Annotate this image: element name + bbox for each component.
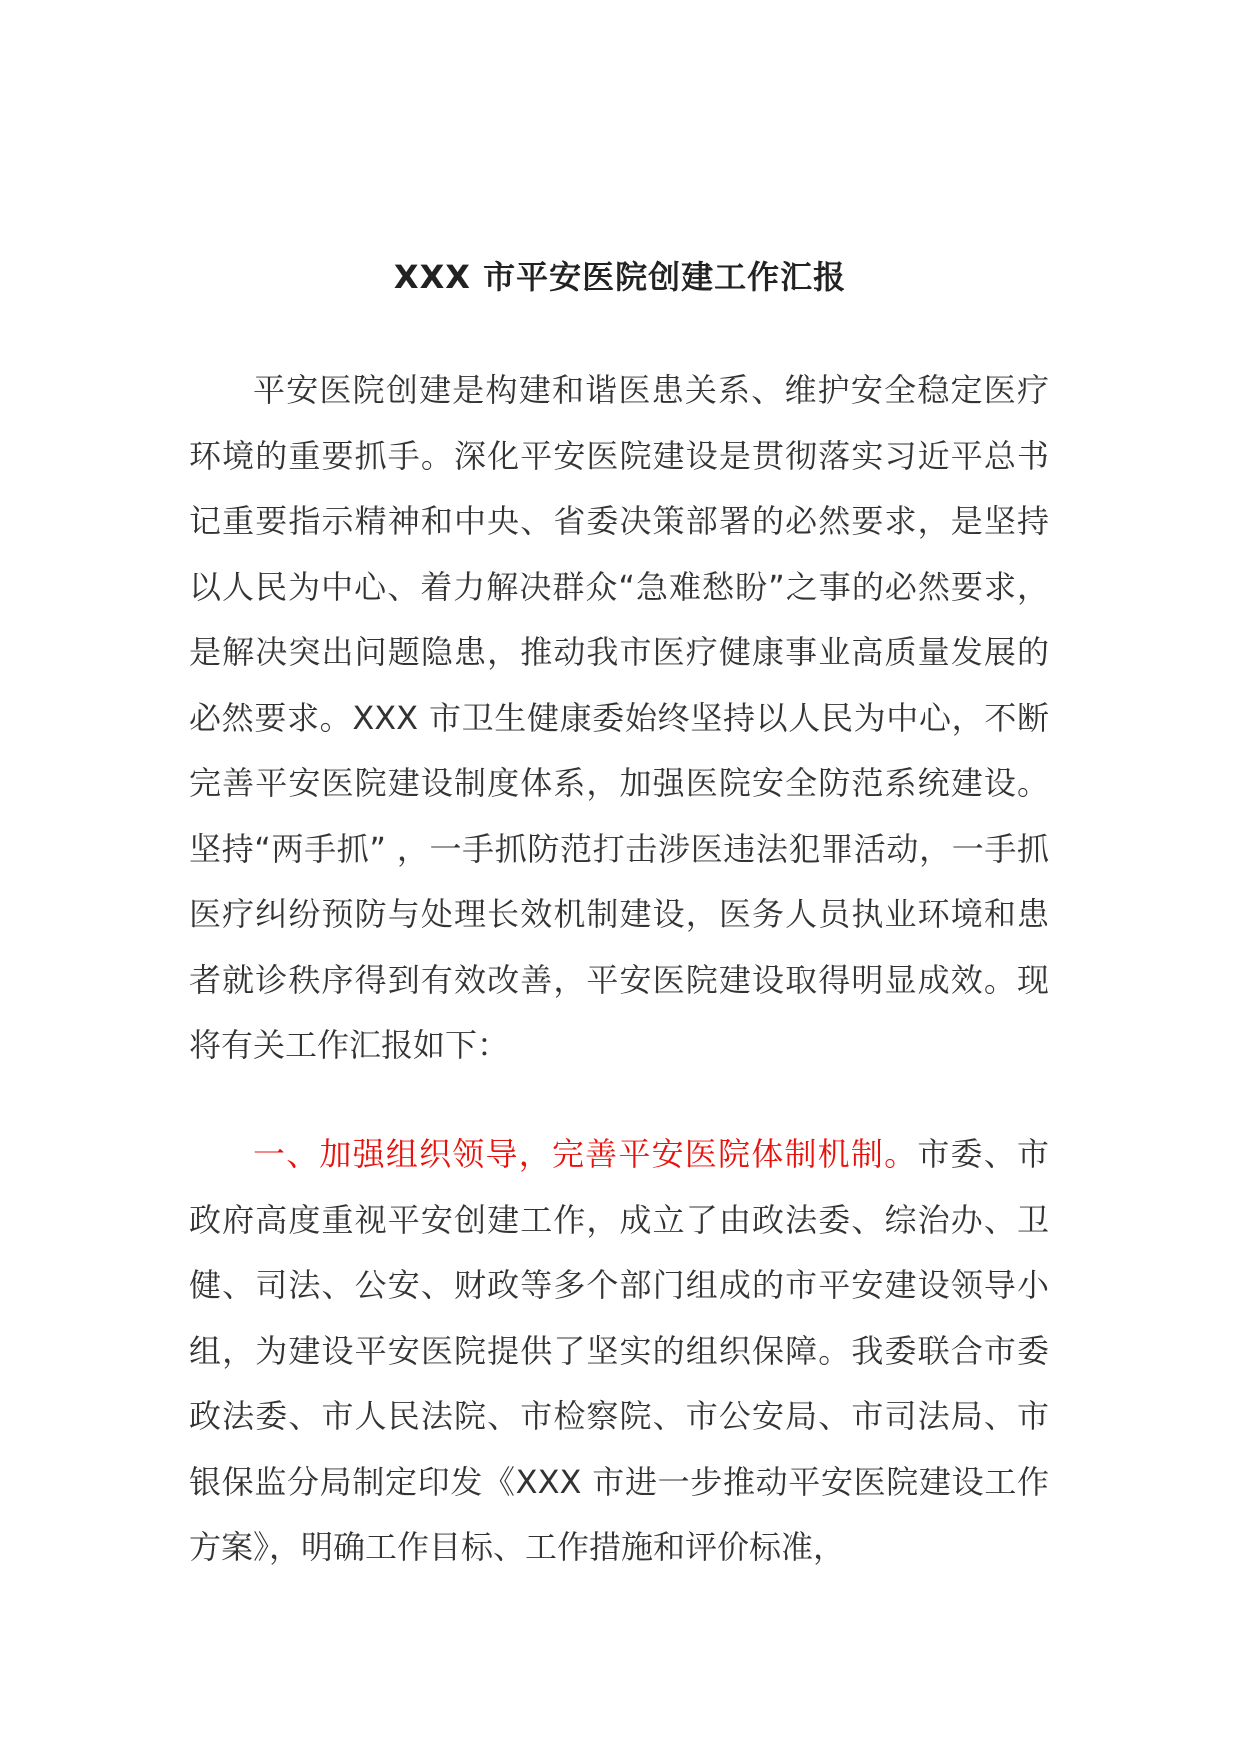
document-title: XXX 市平安医院创建工作汇报: [393, 258, 847, 296]
intro-paragraph: 平安医院创建是构建和谐医患关系、维护安全稳定医疗环境的重要抓手。深化平安医院建设是贯彻落实习近平总书记重要指示精神和中央、省委决策部署的必然要求，是坚持以人民为中心、着力解决群众“急难愁盼”之事的必然要求，是解决突出问题隐患，推动我市医疗健康事业高质量发展的必然要求。XXX 市卫生健康委始终坚持以人民为中心，不断完善平安医院建设制度体系，加强医院安全防范系统建设。坚持“两手抓” ，一手抓防范打击涉医违法犯罪活动，一手抓医疗纠纷预防与处理长效机制建设，医务人员执业环境和患者就诊秩序得到有效改善，平安医院建设取得明显成效。现将有关工作汇报如下：: [189, 371, 1049, 1064]
section-1-body: 市委、市政府高度重视平安创建工作，成立了由政法委、综治办、卫健、司法、公安、财政等多个部门组成的市平安建设领导小组，为建设平安医院提供了坚实的组织保障。我委联合市委政法委、市人民法院、市检察院、市公安局、市司法局、市银保监分局制定印发《XXX 市进一步推动平安医院建设工作方案》，明确工作目标、工作措施和评价标准，: [189, 1135, 1049, 1566]
section-1-heading: 一、加强组织领导，完善平安医院体制机制。: [253, 1135, 918, 1173]
section-1-paragraph: [189, 1122, 1049, 1581]
